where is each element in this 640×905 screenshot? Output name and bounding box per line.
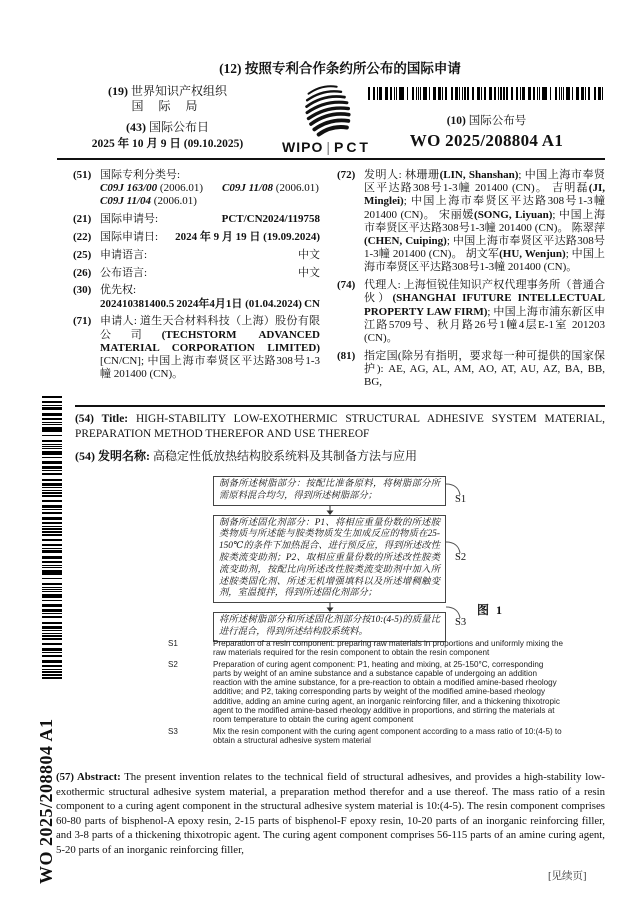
agent-text: 代理人: 上海恒锐佳知识产权代理事务所（普通合伙）(SHANGHAI IFUTURE INTELLECTUAL PROPERTY LAW FIRM); 中国上海市浦东新区申江路5709号、秋月路26号1幢4层E-1室 201203 (CN)。: [364, 279, 606, 345]
publication-language-label: 公布语言:: [100, 266, 148, 279]
application-number: PCT/CN2024/119758: [221, 213, 320, 226]
barcode: [368, 87, 605, 100]
title-divider: [75, 405, 605, 407]
wipo-pct-wordmark: [282, 139, 370, 155]
field-number: (71): [73, 315, 92, 328]
field-application-number: [73, 213, 320, 226]
field-number: (21): [73, 213, 92, 226]
filing-language-label: 申请语言:: [100, 248, 148, 261]
ipc-label: 国际专利分类号:: [100, 169, 181, 181]
filing-date-label: 国际申请日:: [100, 231, 159, 243]
side-barcode: [42, 396, 62, 682]
field-number: (51): [73, 169, 92, 181]
bibliographic-right-column: [337, 169, 605, 394]
publication-number-block: [368, 87, 605, 151]
title-chinese: (54) 发明名称: 高稳定性低放热结构胶系统料及其制备方法与应用: [75, 449, 418, 463]
field-number: (72): [337, 169, 356, 181]
priority-label: 优先权:: [100, 284, 137, 297]
org-name: (19) 世界知识产权组织: [107, 84, 227, 98]
step-description-s1: S1 Preparation of a resin component: preparing raw materials in proportions and uniformly mixing the raw materials required for the resin component to obtain the resin component: [168, 639, 564, 658]
ipc-code: C09J 11/04 (2006.01): [100, 195, 197, 208]
step-description-s3: S3 Mix the resin component with the curing agent component according to a mass ratio of 10:(4-5) to obtain a structural adhesive system material: [168, 726, 562, 745]
field-number: (26): [73, 266, 92, 279]
field-publication-language: [73, 267, 320, 280]
pct-wordmark: PCT: [333, 139, 371, 155]
figure-step-descriptions: [168, 639, 568, 747]
field-designated-states: [337, 350, 605, 390]
filing-language: 中文: [298, 248, 320, 261]
step-label-s2: S2: [445, 540, 479, 563]
header-divider: [57, 158, 605, 160]
publication-language: 中文: [298, 266, 320, 279]
field-number: (81): [337, 349, 356, 362]
wipo-logo: [282, 82, 370, 155]
field-agent: [337, 279, 605, 345]
field-number: (30): [73, 284, 92, 297]
document-type-heading: (12) 按照专利合作条约所公布的国际申请: [219, 61, 461, 76]
application-number-label: 国际申请号:: [100, 213, 159, 226]
priority-country: CN: [304, 297, 320, 310]
flowchart-step-1-box: 制备所述树脂部分：按配比准备原料，将树脂部分所需原料混合均匀，得到所述树脂部分；: [213, 476, 446, 506]
title-english: (54) Title: HIGH-STABILITY LOW-EXOTHERMIC STRUCTURAL ADHESIVE SYSTEM MATERIAL, PREPARATION METHOD THEREFOR AND USE THEREOF: [75, 413, 605, 440]
priority-date: 2024年4月1日 (01.04.2024): [176, 297, 302, 310]
field-priority: [73, 284, 320, 310]
publication-date: 2025 年 10 月 9 日 (09.10.2025): [91, 138, 244, 150]
abstract-text: (57) Abstract: The present invention relates to the technical field of structural adhesives, and provides a high-stability low-exothermic structural adhesive system material, a preparation method therefor and a use thereof. The mass ratio of a resin component to a curing agent component in the structural adhesive system material is 10:(4-5). The resin component comprises 60-80 parts of bisphenol-A epoxy resin, 2-15 parts of bisphenol-F epoxy resin, 10-20 parts of an inorganic reinforcing filler, and 3-8 parts of a thickening thixotropic agent. The curing agent component comprises 56-115 parts of an amine curing agent, 5-20 parts of an inorganic reinforcing filler,: [56, 771, 605, 856]
bibliographic-left-column: [73, 169, 320, 386]
wipo-wordmark: WIPO: [282, 139, 324, 155]
publication-number: WO 2025/208804 A1: [409, 131, 564, 150]
applicant-text: 申请人: 道生天合材料科技（上海）股份有限公司(TECHSTORM ADVANCED MATERIAL CORPORATION LIMITED) [CN/CN]; 中国上海市奉贤区平达路308号1-3幢 201400 (CN)。: [100, 315, 320, 381]
wipo-globe-icon: [298, 82, 354, 138]
field-applicant: [73, 315, 320, 381]
step-description-s2: S2 Preparation of curing agent component: P1, heating and mixing, at 25-150°C, corresponding parts by weight of an amine substance and a substance capable of undergoing an addition reaction with the amine substance, for a pre-reaction to obtain a modified amine-based rheology additive; and P2, taking corresponding parts by weight of the modified amine-based rheology additive, adding an amine curing agent, an inorganic reinforcing filler, and a thickening thixotropic agent to the modified amine-based rheology additive in proportions, and stirring the materials at room temperature to obtain the curing agent component: [168, 659, 560, 725]
step-label-s3: S3: [445, 605, 479, 628]
field-inventors: [337, 169, 605, 275]
logo-separator: |: [326, 139, 331, 155]
flow-arrow-icon: [213, 506, 446, 515]
side-publication-number: WO 2025/208804 A1: [36, 718, 56, 884]
publication-date-label: (43) 国际公布日: [125, 120, 209, 134]
field-ipc: [73, 169, 320, 209]
priority-number: 202410381400.5: [100, 297, 175, 310]
flowchart-step-2-box: 制备所述固化剂部分：P1、将相应重量份数的所述胺类物质与所述能与胺类物质发生加成反应的物质在25-150℃的条件下加热混合、进行预反应，得到所述改性胺类流变助剂；P2、取相应重量份数的所述改性胺类流变助剂，按配比向所述改性胺类流变助剂中加入所述胺类固化剂、所述无机增强填料以及所述增稠触变剂，室温搅拌，得到所述固化剂部分；: [213, 515, 446, 604]
flowchart-step-3-box: 将所述树脂部分和所述固化剂部分按10:(4-5)的质量比进行混合，得到所述结构胶系统料。: [213, 612, 446, 642]
step-label-s1: S1: [445, 482, 479, 505]
ipc-code: C09J 163/00 (2006.01): [100, 182, 203, 195]
continued-on-next-page-note: [见续页]: [548, 871, 587, 882]
designated-states-text: 指定国(除另有指明，要求每一种可提供的国家保护): AE, AG, AL, AM, AO, AT, AU, AZ, BA, BB, BG,: [364, 349, 605, 389]
field-number: (25): [73, 248, 92, 261]
issuing-organization-block: [70, 84, 265, 152]
field-number: (22): [73, 231, 92, 243]
publication-number-label: (10) 国际公布号: [446, 115, 527, 127]
filing-date: 2024 年 9 月 19 日 (19.09.2024): [175, 231, 320, 243]
figure-caption: 图 1: [477, 603, 505, 617]
inventors-text: 发明人: 林珊珊(LIN, Shanshan); 中国上海市奉贤区平达路308号1-3幢 201400 (CN)。 吉明磊(JI, Minglei); 中国上海市奉贤区平达路308号1-3幢 201400 (CN)。 宋丽媛(SONG, Liyuan); 中国上海市奉贤区平达路308号1-3幢 201400 (CN)。 陈翠萍(CHEN, Cuiping); 中国上海市奉贤区平达路308号1-3幢 201400 (CN)。 胡文军(HU, Wenjun); 中国上海市奉贤区平达路308号1-3幢 201400 (CN)。: [364, 169, 606, 274]
ipc-code: C09J 11/08 (2006.01): [222, 182, 319, 195]
org-bureau: 国 际 局: [131, 99, 204, 113]
field-filing-date: [73, 231, 320, 244]
field-filing-language: [73, 249, 320, 262]
field-number: (74): [337, 279, 356, 292]
figure-1-flowchart: [213, 476, 498, 642]
flow-arrow-icon: [213, 603, 446, 612]
